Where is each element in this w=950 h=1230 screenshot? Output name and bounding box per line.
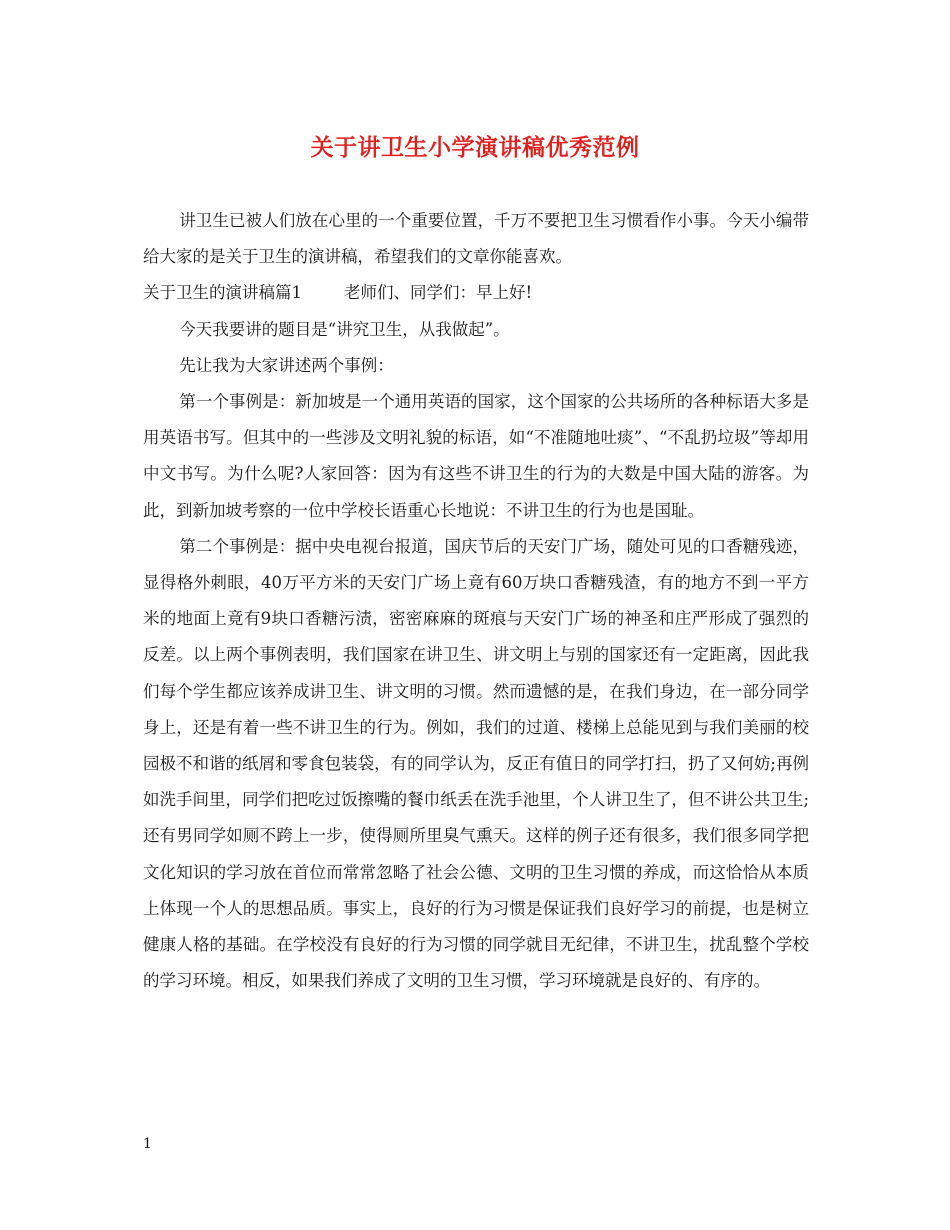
greeting: 老师们、同学们：早上好! bbox=[344, 283, 533, 303]
page-number: 1 bbox=[143, 1136, 152, 1152]
example-one-paragraph: 第一个事例是：新加坡是一个通用英语的国家，这个国家的公共场所的各种标语大多是用英语书写。但其中的一些涉及文明礼貌的标语，如“不准随地吐痰”、“不乱扔垃圾”等却用中文书写。为什么呢?人家回答：因为有这些不讲卫生的行为的大数是中国大陆的游客。为此，到新加坡考察的一位中学校长语重心长地说：不讲卫生的行为也是国耻。 bbox=[143, 392, 809, 520]
speech-heading-line bbox=[143, 275, 809, 311]
page-title: 关于讲卫生小学演讲稿优秀范例 bbox=[310, 134, 640, 161]
examples-intro-paragraph: 先让我为大家讲述两个事例： bbox=[179, 355, 394, 375]
speech-heading: 关于卫生的演讲稿篇1 bbox=[143, 283, 302, 303]
example-two-paragraph: 第二个事例是：据中央电视台报道，国庆节后的天安门广场，随处可见的口香糖残迹，显得格外刺眼，40万平方米的天安门广场上竟有60万块口香糖残渣，有的地方不到一平方米的地面上竟有9块口香糖污渍，密密麻麻的斑痕与天安门广场的神圣和庄严形成了强烈的反差。以上两个事例表明，我们国家在讲卫生、讲文明上与别的国家还有一定距离，因此我们每个学生都应该养成讲卫生、讲文明的习惯。然而遗憾的是，在我们身边，在一部分同学身上，还是有着一些不讲卫生的行为。例如，我们的过道、楼梯上总能见到与我们美丽的校园极不和谐的纸屑和零食包装袋，有的同学认为，反正有值日的同学打扫，扔了又何妨;再例如洗手间里，同学们把吃过饭擦嘴的餐巾纸丢在洗手池里，个人讲卫生了，但不讲公共卫生;还有男同学如厕不跨上一步，使得厕所里臭气熏天。这样的例子还有很多，我们很多同学把文化知识的学习放在首位而常常忽略了社会公德、文明的卫生习惯的养成，而这恰恰从本质上体现一个人的思想品质。事实上，良好的行为习惯是保证我们良好学习的前提，也是树立健康人格的基础。在学校没有良好的行为习惯的同学就目无纪律，不讲卫生，扰乱整个学校的学习环境。相反，如果我们养成了文明的卫生习惯，学习环境就是良好的、有序的。 bbox=[143, 536, 809, 991]
document-body bbox=[143, 203, 809, 999]
topic-paragraph: 今天我要讲的题目是“讲究卫生，从我做起”。 bbox=[179, 319, 510, 339]
intro-paragraph: 讲卫生已被人们放在心里的一个重要位置，千万不要把卫生习惯看作小事。今天小编带给大家的是关于卫生的演讲稿，希望我们的文章你能喜欢。 bbox=[143, 211, 809, 267]
